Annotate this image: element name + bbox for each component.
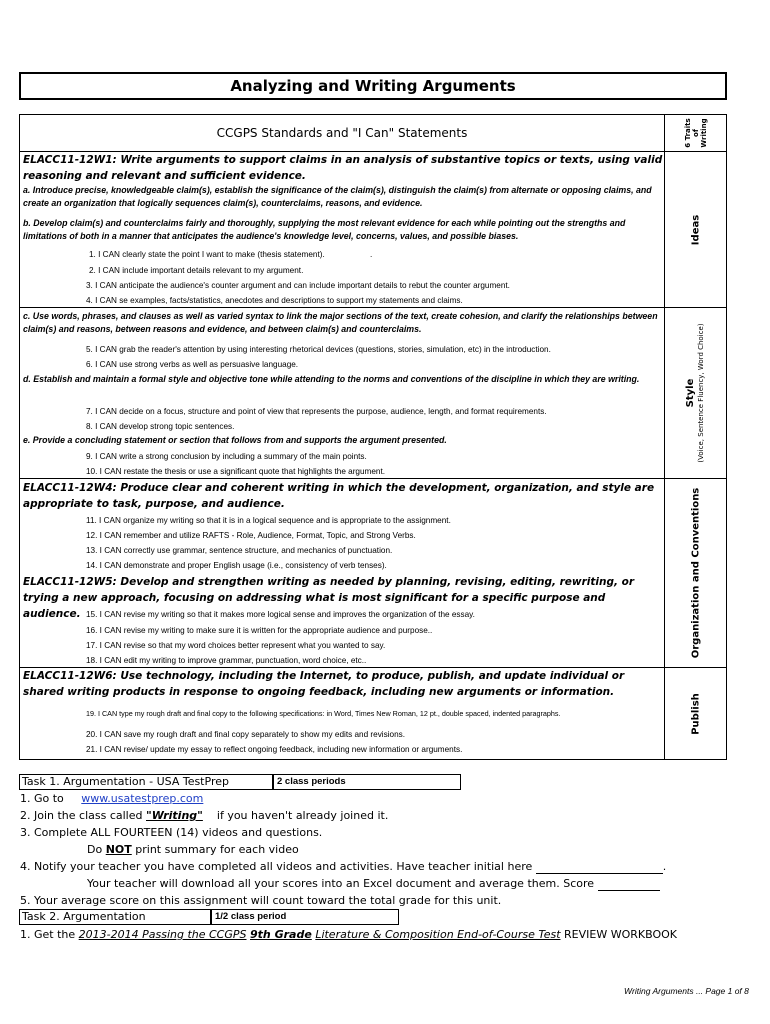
- task1-step3: 3. Complete ALL FOURTEEN (14) videos and questions.: [20, 826, 323, 839]
- task1-periods: 2 class periods: [273, 774, 461, 790]
- trait-style: Style (Voice, Sentence Fluency, Word Choice): [685, 323, 705, 463]
- ican-item: 3. I CAN anticipate the audience's counter argument and can include important details to rebut the counter argument.: [86, 281, 510, 290]
- task2-periods: 1/2 class period: [211, 909, 399, 925]
- page-title: Analyzing and Writing Arguments: [19, 72, 727, 100]
- ican-item: 4. I CAN se examples, facts/statistics, anecdotes and descriptions to support my statements and claims.: [86, 296, 463, 305]
- task1-step4b: Your teacher will download all your scores into an Excel document and average them. Score: [87, 876, 660, 891]
- standard-w5: ELACC11-12W5: Develop and strengthen writing as needed by planning, revising, editing, rewriting, or trying a new approach, focusing on addressing what is most significant for a specific purpose and audience.: [23, 576, 635, 620]
- task2-heading: Task 2. Argumentation: [19, 909, 211, 925]
- ican-item: 18. I CAN edit my writing to improve grammar, punctuation, word choice, etc..: [86, 656, 367, 665]
- task1-step4: 4. Notify your teacher you have completed all videos and activities. Have teacher initial here .: [20, 860, 667, 873]
- ican-item: 21. I CAN revise/ update my essay to reflect ongoing feedback, including new information or arguments.: [86, 745, 463, 754]
- trait-ideas: Ideas: [690, 214, 702, 245]
- ican-item: 11. I CAN organize my writing so that it is in a logical sequence and is appropriate to the assignment.: [86, 516, 451, 525]
- trait-organization-conventions: Organization and Conventions: [690, 487, 702, 659]
- ican-item: 10. I CAN restate the thesis or use a significant quote that highlights the argument.: [86, 467, 386, 476]
- task2-step1: 1. Get the 2013-2014 Passing the CCGPS 9th Grade Literature & Composition End-of-Course Test REVIEW WORKBOOK: [20, 928, 677, 941]
- traits-header: 6 Traits of Writing: [684, 118, 708, 148]
- ican-item: 1. I CAN clearly state the point I want to make (thesis statement).: [89, 250, 325, 259]
- ican-item: 12. I CAN remember and utilize RAFTS - Role, Audience, Format, Topic, and Strong Verbs.: [86, 531, 416, 540]
- ican-item-mark: .: [370, 250, 373, 259]
- class-name: "Writing": [146, 809, 203, 822]
- page-footer: Writing Arguments ... Page 1 of 8: [624, 986, 749, 996]
- usatestprep-link[interactable]: www.usatestprep.com: [81, 792, 204, 805]
- ican-item: 15. I CAN revise my writing so that it makes more logical sense and improves the organization of the essay.: [86, 610, 475, 619]
- ican-item: 2. I CAN include important details relevant to my argument.: [89, 266, 304, 275]
- task1-heading: Task 1. Argumentation - USA TestPrep: [19, 774, 273, 790]
- standard-w1a: a. Introduce precise, knowledgeable claim(s), establish the significance of the claim(s), distinguish the claim(s) from alternate or opposing claims, and create an organization that logically sequences claim(s), counterclaims, reasons, and evidence.: [23, 185, 652, 208]
- standard-w6: ELACC11-12W6: Use technology, including the Internet, to produce, publish, and update individual or shared writing products in response to ongoing feedback, including new arguments or information.: [23, 670, 625, 698]
- task1-step2: 2. Join the class called "Writing" if you haven't already joined it.: [20, 809, 389, 822]
- task1-step1: 1. Go to www.usatestprep.com: [20, 792, 204, 805]
- row-divider: [20, 478, 726, 479]
- ican-item: 19. I CAN type my rough draft and final copy to the following specifications: in Word, Times New Roman, 12 pt., double spaced, indented paragraphs.: [86, 709, 561, 718]
- ican-item: 13. I CAN correctly use grammar, sentence structure, and mechanics of punctuation.: [86, 546, 393, 555]
- ican-item: 14. I CAN demonstrate and proper English usage (i.e., consistency of verb tenses).: [86, 561, 387, 570]
- standards-table: [19, 114, 727, 760]
- standard-w1: ELACC11-12W1: Write arguments to support claims in an analysis of substantive topics or texts, using valid reasoning and relevant and sufficient evidence.: [23, 154, 663, 182]
- trait-publish: Publish: [690, 693, 702, 735]
- standard-w1d: d. Establish and maintain a formal style and objective tone while attending to the norms and conventions of the discipline in which they are writing.: [23, 374, 640, 384]
- ican-item: 20. I CAN save my rough draft and final copy separately to show my edits and revisions.: [86, 730, 406, 739]
- row-divider: [20, 307, 726, 308]
- table-header: CCGPS Standards and "I Can" Statements: [216, 126, 468, 140]
- ican-item: 9. I CAN write a strong conclusion by including a summary of the main points.: [86, 452, 367, 461]
- ican-item: 8. I CAN develop strong topic sentences.: [86, 422, 235, 431]
- ican-item: 6. I CAN use strong verbs as well as persuasive language.: [86, 360, 299, 369]
- ican-item: 17. I CAN revise so that my word choices better represent what you wanted to say.: [86, 641, 386, 650]
- standard-w1b: b. Develop claim(s) and counterclaims fairly and thoroughly, supplying the most relevant evidence for each while pointing out the strengths and limitations of both in a manner that anticipates the audience's knowledge level, concerns, values, and possible biases.: [23, 218, 626, 241]
- standard-w4: ELACC11-12W4: Produce clear and coherent writing in which the development, organization, and style are appropriate to task, purpose, and audience.: [23, 482, 655, 510]
- task1-step5: 5. Your average score on this assignment will count toward the total grade for this unit.: [20, 894, 502, 907]
- standard-w1c: c. Use words, phrases, and clauses as well as varied syntax to link the major sections of the text, create cohesion, and clarify the relationships between claim(s) and reasons, between reasons and evidence, and between claim(s) and counterclaims.: [23, 311, 658, 334]
- standard-w1e: e. Provide a concluding statement or section that follows from and supports the argument presented.: [23, 435, 447, 445]
- ican-item: 16. I CAN revise my writing to make sure it is written for the appropriate audience and purpose..: [86, 626, 433, 635]
- ican-item: 5. I CAN grab the reader's attention by using interesting rhetorical devices (questions, stories, simulation, etc) in the introduction.: [86, 345, 551, 354]
- score-blank[interactable]: [598, 879, 660, 891]
- task1-step3b: Do NOT print summary for each video: [87, 843, 299, 856]
- teacher-initial-blank[interactable]: [536, 862, 663, 874]
- ican-item: 7. I CAN decide on a focus, structure and point of view that represents the purpose, audience, length, and format requirements.: [86, 407, 547, 416]
